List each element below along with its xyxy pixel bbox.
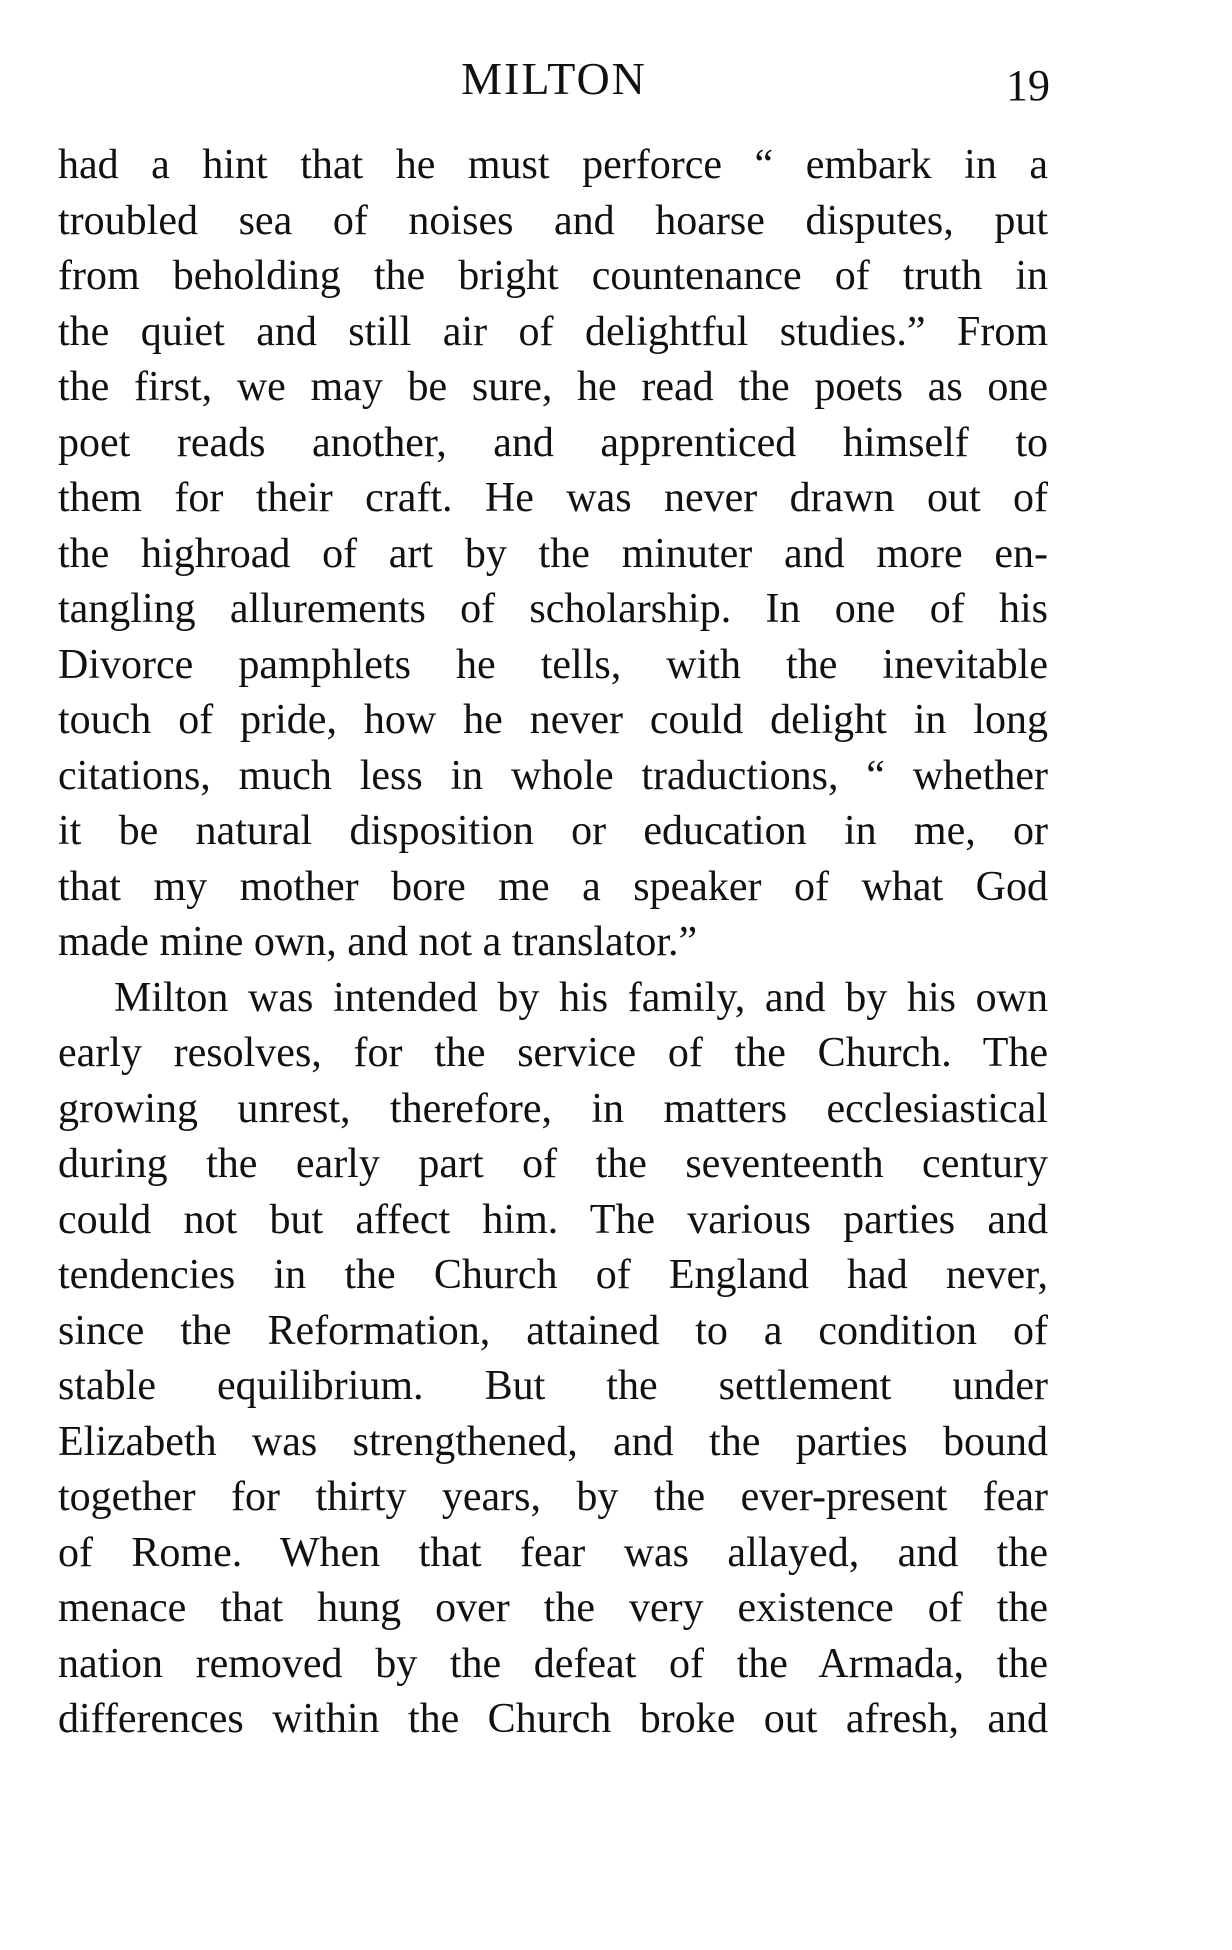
- text-line: differences within the Church broke out afresh, and: [58, 1696, 1048, 1742]
- text-line: menace that hung over the very existence of the: [58, 1585, 1048, 1631]
- text-line: touch of pride, how he never could delight in long: [58, 697, 1048, 743]
- text-line: together for thirty years, by the ever-present fear: [58, 1474, 1048, 1520]
- body-text: [58, 138, 1048, 1748]
- text-line: Milton was intended by his family, and by his own: [114, 974, 1048, 1021]
- text-line: Elizabeth was strengthened, and the parties bound: [58, 1418, 1048, 1465]
- text-line: that my mother bore me a speaker of what God: [58, 863, 1048, 910]
- text-line: during the early part of the seventeenth century: [58, 1141, 1048, 1187]
- text-line: from beholding the bright countenance of truth in: [58, 253, 1048, 299]
- text-line: made mine own, and not a translator.”: [58, 919, 698, 965]
- text-line: it be natural disposition or education in me, or: [58, 808, 1048, 854]
- text-line: poet reads another, and apprenticed himself to: [58, 419, 1048, 466]
- text-line: since the Reformation, attained to a condition of: [58, 1307, 1048, 1354]
- text-line: stable equilibrium. But the settlement under: [58, 1363, 1048, 1409]
- page-number: 19: [1006, 61, 1050, 110]
- text-line: the quiet and still air of delightful studies.” From: [58, 308, 1048, 355]
- text-line: of Rome. When that fear was allayed, and the: [58, 1529, 1048, 1576]
- text-line: early resolves, for the service of the Church. The: [58, 1030, 1048, 1076]
- text-line: had a hint that he must perforce “ embark in a: [58, 142, 1048, 188]
- text-line: tendencies in the Church of England had never,: [58, 1252, 1048, 1298]
- running-head: [58, 52, 1050, 112]
- text-line: the highroad of art by the minuter and more en-: [58, 530, 1048, 577]
- text-line: could not but affect him. The various parties and: [58, 1196, 1048, 1243]
- running-title: MILTON: [461, 53, 647, 104]
- text-line: nation removed by the defeat of the Armada, the: [58, 1640, 1048, 1687]
- text-line: growing unrest, therefore, in matters ecclesiastical: [58, 1085, 1048, 1132]
- text-line: the first, we may be sure, he read the poets as one: [58, 364, 1048, 410]
- text-line: citations, much less in whole traductions, “ whether: [58, 752, 1048, 799]
- text-line: Divorce pamphlets he tells, with the inevitable: [58, 641, 1048, 688]
- text-line: troubled sea of noises and hoarse disputes, put: [58, 197, 1048, 244]
- text-line: them for their craft. He was never drawn out of: [58, 475, 1048, 521]
- text-line: tangling allurements of scholarship. In one of his: [58, 586, 1048, 632]
